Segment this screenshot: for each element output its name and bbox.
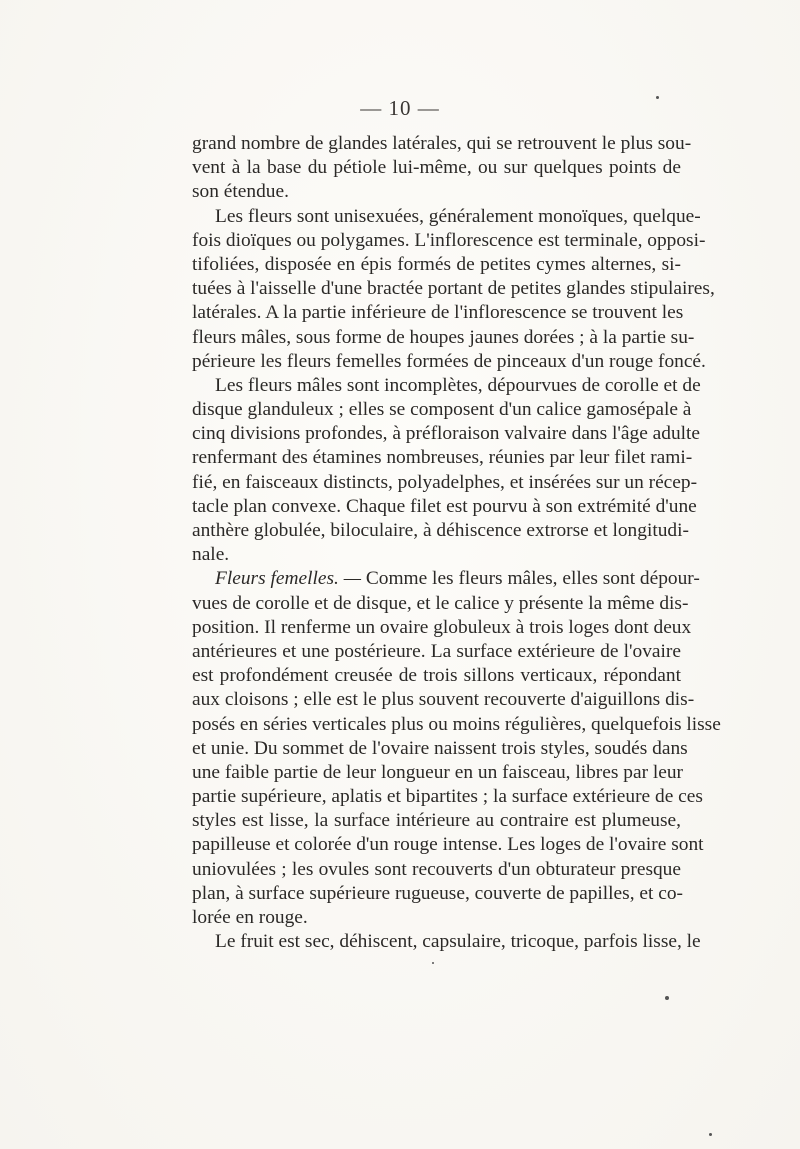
text-line: aux cloisons ; elle est le plus souvent recouverte d'aiguillons dis- <box>192 689 695 711</box>
text-line: tifoliées, disposée en épis formés de petites cymes alternes, si- <box>192 253 681 275</box>
text-line: lorée en rouge. <box>192 907 308 928</box>
text-line: antérieures et une postérieure. La surface extérieure de l'ovaire <box>192 640 681 662</box>
paragraph-start-line <box>192 567 700 591</box>
text-line: papilleuse et colorée d'un rouge intense. Les loges de l'ovaire sont <box>192 834 704 856</box>
text-line: une faible partie de leur longueur en un faisceau, libres par leur <box>192 761 684 783</box>
text-line: posés en séries verticales plus ou moins régulières, quelquefois lisse <box>192 713 721 735</box>
text-line: grand nombre de glandes latérales, qui se retrouvent le plus sou- <box>192 133 692 154</box>
paragraph-start-line: Les fleurs mâles sont incomplètes, dépourvues de corolle et de <box>215 374 701 396</box>
body-text <box>192 132 721 954</box>
text-line: fié, en faisceaux distincts, polyadelphes, et insérées sur un récep- <box>192 471 698 493</box>
page-number: — 10 — <box>360 96 440 120</box>
text-line: cinq divisions profondes, à préfloraison valvaire dans l'âge adulte <box>192 423 701 445</box>
text-line: plan, à surface supérieure rugueuse, couverte de papilles, et co- <box>192 882 684 904</box>
text-line: styles est lisse, la surface intérieure au contraire est plumeuse, <box>192 810 681 832</box>
text-line: anthère globulée, biloculaire, à déhiscence extrorse et longitudi- <box>192 520 689 541</box>
text-line: Comme les fleurs mâles, elles sont dépour- <box>365 568 700 590</box>
paper-speck <box>665 996 669 1000</box>
text-line: vent à la base du pétiole lui-même, ou sur quelques points de <box>192 157 681 179</box>
text-line: fleurs mâles, sous forme de houpes jaunes dorées ; à la partie su- <box>192 326 695 348</box>
text-line: est profondément creusée de trois sillons verticaux, répondant <box>192 665 681 687</box>
text-line: latérales. A la partie inférieure de l'inflorescence se trouvent les <box>192 302 684 324</box>
text-line: partie supérieure, aplatis et bipartites ; la surface extérieure de ces <box>192 786 703 808</box>
paragraph-start-line: Les fleurs sont unisexuées, généralement monoïques, quelque- <box>215 205 701 227</box>
paper-speck <box>709 1133 712 1136</box>
text-line: uniovulées ; les ovules sont recouverts d'un obturateur presque <box>192 858 681 880</box>
text-line: position. Il renferme un ovaire globuleux à trois loges dont deux <box>192 616 692 638</box>
text-line: tuées à l'aisselle d'une bractée portant de petites glandes stipulaires, <box>192 278 715 300</box>
paragraph-start-line: Le fruit est sec, déhiscent, capsulaire, tricoque, parfois lisse, le <box>215 931 701 953</box>
paper-speck <box>656 96 659 99</box>
text-line: tacle plan convexe. Chaque filet est pourvu à son extrémité d'une <box>192 495 697 517</box>
text-line: périeure les fleurs femelles formées de pinceaux d'un rouge foncé. <box>192 350 706 372</box>
text-line: vues de corolle et de disque, et le calice y présente la même dis- <box>192 592 689 614</box>
text-line: nale. <box>192 544 230 566</box>
text-line: disque glanduleux ; elles se composent d'un calice gamosépale à <box>192 399 692 421</box>
text-line: son étendue. <box>192 181 289 203</box>
section-heading-fleurs-femelles: Fleurs femelles. — <box>215 568 361 590</box>
paper-speck <box>432 962 434 964</box>
text-line: renfermant des étamines nombreuses, réunies par leur filet rami- <box>192 447 693 469</box>
text-line: fois dioïques ou polygames. L'inflorescence est terminale, opposi- <box>192 229 706 251</box>
text-line: et unie. Du sommet de l'ovaire naissent trois styles, soudés dans <box>192 737 688 759</box>
